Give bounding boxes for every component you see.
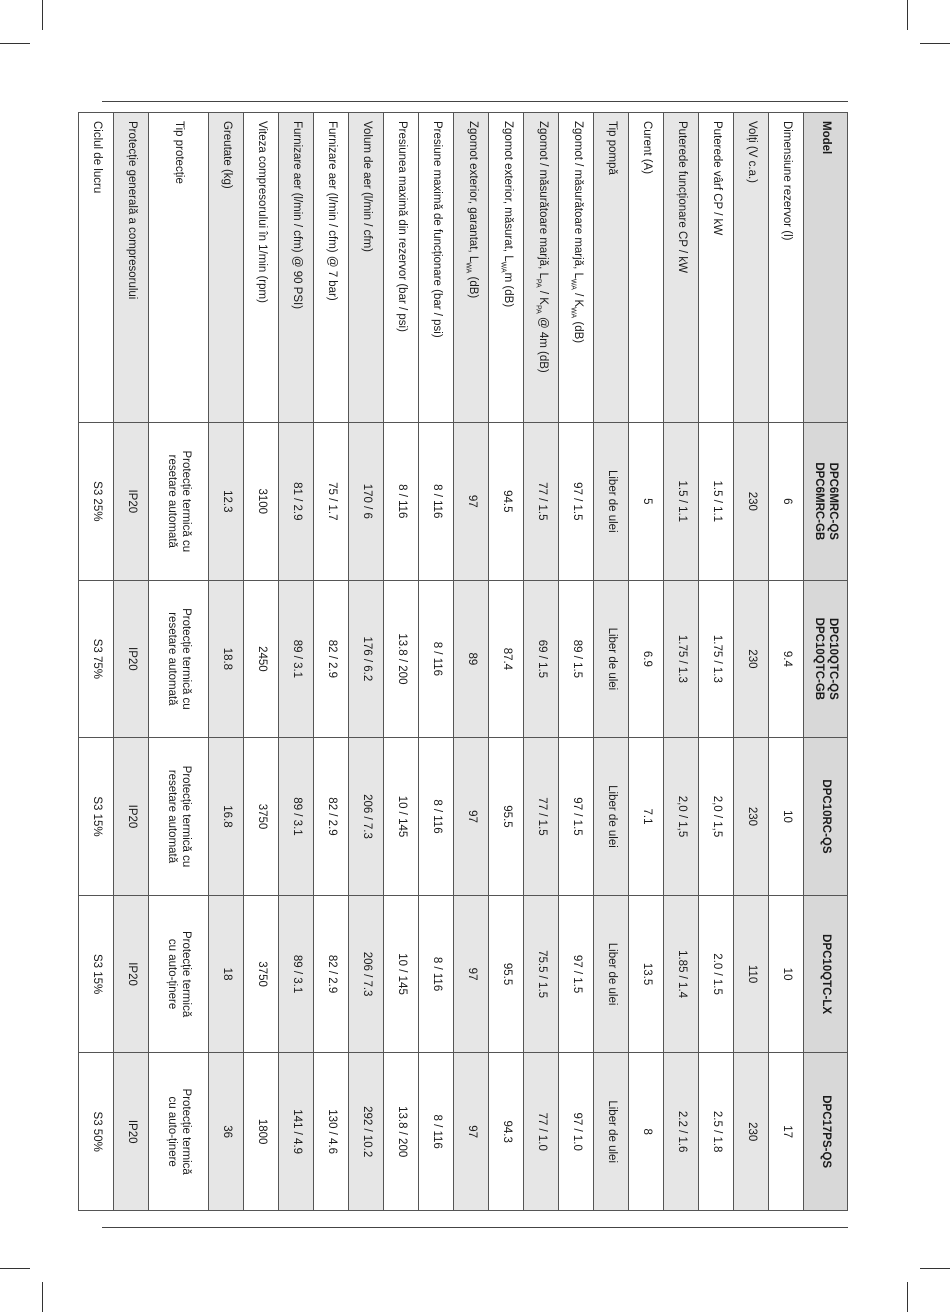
cell-value: 94.5 bbox=[489, 423, 524, 581]
cell-value: 97 bbox=[454, 423, 489, 581]
cell-value: 8 / 116 bbox=[419, 895, 454, 1053]
label-subscript: WA bbox=[569, 278, 577, 290]
cell-value: 13.5 bbox=[629, 895, 664, 1053]
row-label: Viteza compresorului în 1/min (rpm) bbox=[244, 113, 279, 423]
cell-value: 97 / 1.5 bbox=[559, 423, 594, 581]
cell-value: 18 bbox=[209, 895, 244, 1053]
spec-body bbox=[79, 113, 804, 1211]
crop-mark-top-right-v bbox=[907, 0, 908, 30]
row-label: Protecție generală a compresorului bbox=[114, 113, 149, 423]
row-label bbox=[524, 113, 559, 423]
row-label: Tip pompă bbox=[594, 113, 629, 423]
model-header-1: DPC6MRC-QS DPC6MRC-GB bbox=[804, 423, 848, 581]
crop-mark-bottom-right-v bbox=[907, 1282, 908, 1312]
cell-value: 97 / 1.5 bbox=[559, 738, 594, 896]
crop-mark-top-right-h bbox=[920, 43, 950, 44]
label-text: Zgomot exterior, garantat, L bbox=[466, 121, 479, 263]
row-label: Curent (A) bbox=[629, 113, 664, 423]
spec-row bbox=[489, 113, 524, 1211]
cell-value: IP20 bbox=[114, 423, 149, 581]
cell-value: IP20 bbox=[114, 738, 149, 896]
cell-value: 3750 bbox=[244, 895, 279, 1053]
cell-value: 10 bbox=[769, 895, 804, 1053]
bottom-rule bbox=[102, 1227, 848, 1228]
cell-value: 10 / 145 bbox=[384, 895, 419, 1053]
label-text: Zgomot / măsurătoare marjă, L bbox=[571, 121, 584, 279]
cell-value: 89 bbox=[454, 580, 489, 738]
row-label: Dimensiune rezervor (l) bbox=[769, 113, 804, 423]
cell-value: 1800 bbox=[244, 1053, 279, 1211]
label-subscript: WA bbox=[569, 307, 577, 319]
row-label: Furnizare aer (l/min / cfm) @ 7 bar) bbox=[314, 113, 349, 423]
cell-value: 170 / 6 bbox=[349, 423, 384, 581]
cell-value: 97 bbox=[454, 1053, 489, 1211]
crop-mark-bottom-left-v bbox=[42, 1282, 43, 1312]
cell-value: 75 / 1.7 bbox=[314, 423, 349, 581]
cell-value: 8 bbox=[629, 1053, 664, 1211]
spec-row bbox=[279, 113, 314, 1211]
cell-value: 77 / 1.5 bbox=[524, 738, 559, 896]
cell-value: 2.5 / 1.8 bbox=[699, 1053, 734, 1211]
cell-value: 97 / 1.5 bbox=[559, 895, 594, 1053]
cell-value: Protecție termică cu resetare automată bbox=[149, 423, 209, 581]
cell-value: S3 50% bbox=[79, 1053, 114, 1211]
spec-table bbox=[78, 112, 848, 1211]
cell-value: 89 / 1.5 bbox=[559, 580, 594, 738]
crop-mark-bottom-left-h bbox=[0, 1268, 30, 1269]
row-label bbox=[559, 113, 594, 423]
cell-value: 17 bbox=[769, 1053, 804, 1211]
spec-table-container bbox=[90, 112, 848, 1210]
spec-row bbox=[79, 113, 114, 1211]
label-subscript: WA bbox=[464, 262, 472, 274]
row-label: Ciclul de lucru bbox=[79, 113, 114, 423]
spec-row bbox=[559, 113, 594, 1211]
cell-value: 8 / 116 bbox=[384, 423, 419, 581]
cell-value: Liber de ulei bbox=[594, 895, 629, 1053]
label-text: / K bbox=[536, 287, 549, 305]
label-subscript: WA bbox=[499, 261, 507, 273]
row-label bbox=[489, 113, 524, 423]
cell-value: 89 / 3.1 bbox=[279, 580, 314, 738]
cell-value: S3 15% bbox=[79, 895, 114, 1053]
spec-row bbox=[769, 113, 804, 1211]
model-header-3: DPC10RC-QS bbox=[804, 738, 848, 896]
cell-value: 7.1 bbox=[629, 738, 664, 896]
cell-value: 77 / 1.5 bbox=[524, 423, 559, 581]
cell-value: S3 15% bbox=[79, 738, 114, 896]
cell-value: 82 / 2.9 bbox=[314, 738, 349, 896]
cell-value: 230 bbox=[734, 1053, 769, 1211]
crop-mark-top-left-v bbox=[42, 0, 43, 30]
cell-value: 77 / 1.0 bbox=[524, 1053, 559, 1211]
cell-value: 8 / 116 bbox=[419, 1053, 454, 1211]
cell-value: 1.75 / 1.3 bbox=[699, 580, 734, 738]
crop-mark-top-left-h bbox=[0, 43, 30, 44]
cell-value: IP20 bbox=[114, 580, 149, 738]
cell-value: 8 / 116 bbox=[419, 580, 454, 738]
cell-value: 97 / 1.0 bbox=[559, 1053, 594, 1211]
spec-row bbox=[664, 113, 699, 1211]
cell-value: 8 / 116 bbox=[419, 423, 454, 581]
cell-value: 110 bbox=[734, 895, 769, 1053]
label-text: Zgomot / măsurătoare marjă, L bbox=[536, 121, 549, 279]
label-text: @ 4m (dB) bbox=[536, 313, 549, 373]
cell-value: 8 / 116 bbox=[419, 738, 454, 896]
label-subscript: PA bbox=[534, 278, 542, 288]
cell-value: 94.3 bbox=[489, 1053, 524, 1211]
spec-row bbox=[149, 113, 209, 1211]
cell-value: Protecție termică cu resetare automată bbox=[149, 580, 209, 738]
label-text: Zgomot exterior, măsurat, L bbox=[501, 121, 514, 262]
cell-value: Liber de ulei bbox=[594, 423, 629, 581]
model-header-2: DPC10QTC-QS DPC10QTC-GB bbox=[804, 580, 848, 738]
spec-row bbox=[699, 113, 734, 1211]
cell-value: 2.2 / 1.6 bbox=[664, 1053, 699, 1211]
cell-value: 2,0 / 1,5 bbox=[664, 738, 699, 896]
cell-value: 82 / 2.9 bbox=[314, 895, 349, 1053]
row-label: Furnizare aer (l/min / cfm) @ 90 PSI) bbox=[279, 113, 314, 423]
row-label: Puterede funcționare CP / kW bbox=[664, 113, 699, 423]
cell-value: Protecție termică cu auto-ținere bbox=[149, 895, 209, 1053]
cell-value: 5 bbox=[629, 423, 664, 581]
cell-value: Liber de ulei bbox=[594, 580, 629, 738]
cell-value: 1.75 / 1.3 bbox=[664, 580, 699, 738]
header-row bbox=[804, 113, 848, 1211]
cell-value: 13.8 / 200 bbox=[384, 1053, 419, 1211]
row-label: Presiunea maximă din rezervor (bar / psi) bbox=[384, 113, 419, 423]
cell-value: 16.8 bbox=[209, 738, 244, 896]
header-model-label: Model bbox=[804, 113, 848, 423]
row-label: Presiune maximă de funcționare (bar / psi) bbox=[419, 113, 454, 423]
spec-row bbox=[384, 113, 419, 1211]
cell-value: 230 bbox=[734, 738, 769, 896]
model-header-5: DPC17PS-QS bbox=[804, 1053, 848, 1211]
cell-value: 230 bbox=[734, 580, 769, 738]
cell-value: 176 / 6.2 bbox=[349, 580, 384, 738]
spec-row bbox=[114, 113, 149, 1211]
cell-value: 95.5 bbox=[489, 895, 524, 1053]
crop-mark-bottom-right-h bbox=[920, 1268, 950, 1269]
cell-value: Protecție termică cu resetare automată bbox=[149, 738, 209, 896]
spec-row bbox=[209, 113, 244, 1211]
spec-row bbox=[734, 113, 769, 1211]
cell-value: 12.3 bbox=[209, 423, 244, 581]
cell-value: 3750 bbox=[244, 738, 279, 896]
row-label: Greutate (kg) bbox=[209, 113, 244, 423]
spec-row bbox=[629, 113, 664, 1211]
cell-value: 141 / 4.9 bbox=[279, 1053, 314, 1211]
label-text: (dB) bbox=[466, 273, 479, 299]
cell-value: 3100 bbox=[244, 423, 279, 581]
cell-value: 95.5 bbox=[489, 738, 524, 896]
cell-value: 89 / 3.1 bbox=[279, 895, 314, 1053]
row-label: Volum de aer (l/min / cfm) bbox=[349, 113, 384, 423]
spec-row bbox=[454, 113, 489, 1211]
cell-value: 1.5 / 1.1 bbox=[664, 423, 699, 581]
cell-value: 206 / 7.3 bbox=[349, 895, 384, 1053]
cell-value: 36 bbox=[209, 1053, 244, 1211]
label-text: m (dB) bbox=[501, 272, 514, 308]
cell-value: 18.8 bbox=[209, 580, 244, 738]
cell-value: 13.8 / 200 bbox=[384, 580, 419, 738]
cell-value: 97 bbox=[454, 738, 489, 896]
cell-value: 206 / 7.3 bbox=[349, 738, 384, 896]
spec-row bbox=[314, 113, 349, 1211]
label-text: / K bbox=[571, 289, 584, 308]
spec-row bbox=[349, 113, 384, 1211]
cell-value: 9.4 bbox=[769, 580, 804, 738]
spec-row bbox=[524, 113, 559, 1211]
cell-value: 2,0 / 1,5 bbox=[699, 738, 734, 896]
cell-value: 89 / 3.1 bbox=[279, 738, 314, 896]
cell-value: 2.0 / 1.5 bbox=[699, 895, 734, 1053]
cell-value: Protecție termică cu auto-ținere bbox=[149, 1053, 209, 1211]
cell-value: 10 bbox=[769, 738, 804, 896]
cell-value: 6.9 bbox=[629, 580, 664, 738]
cell-value: 2450 bbox=[244, 580, 279, 738]
cell-value: S3 25% bbox=[79, 423, 114, 581]
spec-row bbox=[244, 113, 279, 1211]
cell-value: Liber de ulei bbox=[594, 738, 629, 896]
cell-value: 1.85 / 1.4 bbox=[664, 895, 699, 1053]
cell-value: IP20 bbox=[114, 1053, 149, 1211]
cell-value: 82 / 2.9 bbox=[314, 580, 349, 738]
row-label bbox=[454, 113, 489, 423]
cell-value: 75.5 / 1.5 bbox=[524, 895, 559, 1053]
label-subscript: PA bbox=[534, 304, 542, 314]
cell-value: 130 / 4.6 bbox=[314, 1053, 349, 1211]
cell-value: 97 bbox=[454, 895, 489, 1053]
cell-value: 10 / 145 bbox=[384, 738, 419, 896]
top-rule bbox=[102, 101, 848, 102]
cell-value: IP20 bbox=[114, 895, 149, 1053]
cell-value: 81 / 2.9 bbox=[279, 423, 314, 581]
cell-value: 1.5 / 1.1 bbox=[699, 423, 734, 581]
model-header-4: DPC10QTC-LX bbox=[804, 895, 848, 1053]
row-label: Puterede vârf CP / kW bbox=[699, 113, 734, 423]
spec-row bbox=[594, 113, 629, 1211]
row-label: Volți (V c.a.) bbox=[734, 113, 769, 423]
cell-value: 69 / 1.5 bbox=[524, 580, 559, 738]
cell-value: 87.4 bbox=[489, 580, 524, 738]
label-text: (dB) bbox=[571, 318, 584, 344]
cell-value: 292 / 10.2 bbox=[349, 1053, 384, 1211]
spec-row bbox=[419, 113, 454, 1211]
cell-value: 230 bbox=[734, 423, 769, 581]
cell-value: 6 bbox=[769, 423, 804, 581]
cell-value: S3 75% bbox=[79, 580, 114, 738]
row-label: Tip protecție bbox=[149, 113, 209, 423]
cell-value: Liber de ulei bbox=[594, 1053, 629, 1211]
